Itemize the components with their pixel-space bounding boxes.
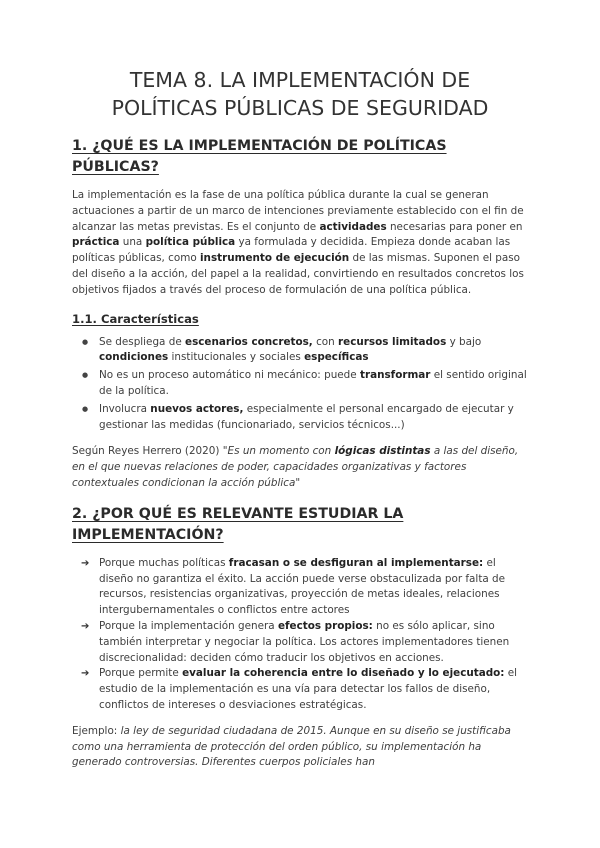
- page-title: [72, 66, 528, 122]
- characteristics-list: [72, 335, 528, 434]
- list-item: ● Involucra nuevos actores, especialmente el personal encargado de ejecutar y gestionar las medidas (funcionariado, servicios técnicos...): [99, 402, 528, 434]
- section-1-paragraph: La implementación es la fase de una política pública durante la cual se generan actuaciones a partir de un marco de intenciones previamente establecido con el fin de alcanzar las metas previstas. Es el conjunto de actividades necesarias para poner en práctica una política pública ya formulada y decidida. Empieza donde acaban las políticas públicas, como instrumento de ejecución de las mismas. Suponen el paso del diseño a la acción, del papel a la realidad, convirtiendo en resultados concretos los objetivos fijados a través del proceso de formulación de una política pública.: [72, 189, 524, 296]
- section-1-heading: 1. ¿QUÉ ES LA IMPLEMENTACIÓN DE POLÍTICAS PÚBLICAS?: [72, 138, 447, 175]
- list-item: ➔ Porque la implementación genera efectos propios: no es sólo aplicar, sino también interpretar y negociar la política. Los actores implementadores tienen discrecionalidad: deciden cómo traducir los objetivos en acciones.: [99, 619, 528, 666]
- section-2-heading: 2. ¿POR QUÉ ES RELEVANTE ESTUDIAR LA IMPLEMENTACIÓN?: [72, 505, 404, 543]
- list-item: ➔ Porque permite evaluar la coherencia entre lo diseñado y lo ejecutado: el estudio de la implementación es una vía para detectar los fallos de diseño, conflictos de intereses o desviaciones estratégicas.: [99, 666, 528, 713]
- author-quote: Según Reyes Herrero (2020) "Es un momento con lógicas distintas a las del diseño, en el que nuevas relaciones de poder, capacidades organizativas y factores contextuales condicionan la acción pública": [72, 445, 519, 489]
- relevance-list: [72, 556, 528, 714]
- list-item: ➔ Porque muchas políticas fracasan o se desfiguran al implementarse: el diseño no garantiza el éxito. La acción puede verse obstaculizada por falta de recursos, resistencias organizativas, proyección de metas ideales, relaciones intergubernamentales o conflictos entre actores: [99, 556, 528, 619]
- example-paragraph: Ejemplo: la ley de seguridad ciudadana de 2015. Aunque en su diseño se justificaba como una herramienta de protección del orden público, su implementación ha generado controversias. Diferentes cuerpos policiales han: [72, 724, 511, 769]
- list-item: ● Se despliega de escenarios concretos, con recursos limitados y bajo condiciones institucionales y sociales específicas: [99, 335, 528, 367]
- title-line-1: TEMA 8. LA IMPLEMENTACIÓN DE: [129, 68, 471, 92]
- subsection-1-1-heading: 1.1. Características: [72, 311, 199, 326]
- title-line-2: POLÍTICAS PÚBLICAS DE SEGURIDAD: [111, 96, 489, 120]
- list-item: ● No es un proceso automático ni mecánico: puede transformar el sentido original de la política.: [99, 368, 528, 400]
